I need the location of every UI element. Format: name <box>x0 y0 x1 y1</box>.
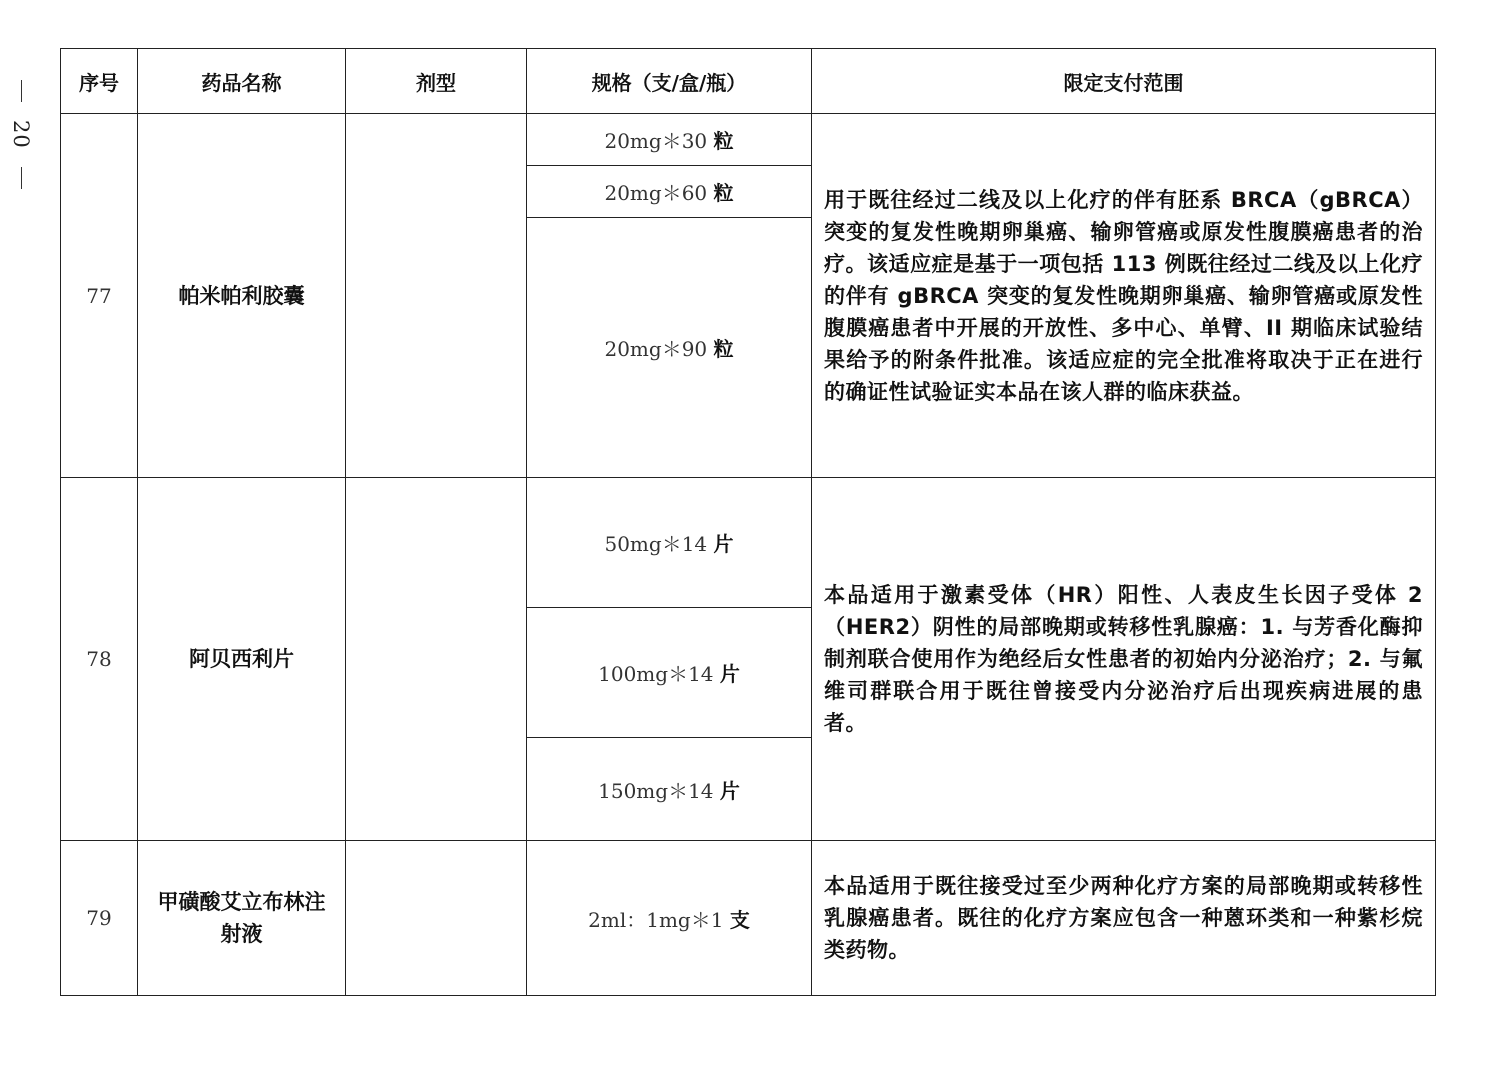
drug-table <box>60 48 1436 996</box>
spec-cell <box>527 166 812 218</box>
payment-scope: 本品适用于既往接受过至少两种化疗方案的局部晚期或转移性乳腺癌患者。既往的化疗方案应包含一种蒽环类和一种紫杉烷类药物。 <box>812 841 1436 996</box>
spec-unit: 片 <box>719 662 740 686</box>
page-number-dash-bottom <box>21 167 22 189</box>
payment-scope: 本品适用于激素受体（HR）阳性、人表皮生长因子受体 2（HER2）阴性的局部晚期或转移性乳腺癌：1. 与芳香化酶抑制剂联合使用作为绝经后女性患者的初始内分泌治疗；2. 与氟维司群联合用于既往曾接受内分泌治疗后出现疾病进展的患者。 <box>812 478 1436 841</box>
spec-unit: 片 <box>719 778 740 803</box>
header-spec: 规格（支/盒/瓶） <box>527 49 812 114</box>
dosage-form <box>346 478 527 841</box>
spec-amount: 150mg＊14 <box>598 778 714 803</box>
table-row <box>61 478 1436 608</box>
dosage-form <box>346 841 527 996</box>
spec-amount: 20mg＊30 <box>604 129 708 153</box>
row-seq: 79 <box>61 841 138 996</box>
drug-name: 阿贝西利片 <box>138 478 346 841</box>
row-seq: 77 <box>61 114 138 478</box>
table-row <box>61 841 1436 996</box>
row-seq: 78 <box>61 478 138 841</box>
spec-amount: 20mg＊90 <box>604 337 708 361</box>
page-number <box>6 80 36 220</box>
spec-amount: 50mg＊14 <box>604 532 708 556</box>
drug-name: 甲磺酸艾立布林注射液 <box>138 841 346 996</box>
spec-amount: 2ml：1mg＊1 <box>588 907 724 932</box>
spec-unit: 支 <box>729 907 750 932</box>
spec-amount: 20mg＊60 <box>604 181 708 205</box>
spec-cell <box>527 738 812 841</box>
table-row <box>61 114 1436 166</box>
header-name: 药品名称 <box>138 49 346 114</box>
dosage-form <box>346 114 527 478</box>
header-form: 剂型 <box>346 49 527 114</box>
spec-unit: 片 <box>713 532 734 556</box>
spec-cell <box>527 478 812 608</box>
spec-unit: 粒 <box>713 337 734 361</box>
spec-cell <box>527 841 812 996</box>
spec-unit: 粒 <box>713 129 734 153</box>
payment-scope: 用于既往经过二线及以上化疗的伴有胚系 BRCA（gBRCA）突变的复发性晚期卵巢癌、输卵管癌或原发性腹膜癌患者的治疗。该适应症是基于一项包括 113 例既往经过二线及以上化疗的伴有 gBRCA 突变的复发性晚期卵巢癌、输卵管癌或原发性腹膜癌患者中开展的开放性、多中心、单臂、II 期临床试验结果给予的附条件批准。该适应症的完全批准将取决于正在进行的确证性试验证实本品在该人群的临床获益。 <box>812 114 1436 478</box>
spec-cell <box>527 218 812 478</box>
spec-cell <box>527 608 812 738</box>
page-number-text: 20 <box>9 120 33 149</box>
header-row <box>61 49 1436 114</box>
drug-name: 帕米帕利胶囊 <box>138 114 346 478</box>
spec-unit: 粒 <box>713 181 734 205</box>
header-scope: 限定支付范围 <box>812 49 1436 114</box>
spec-cell <box>527 114 812 166</box>
header-seq: 序号 <box>61 49 138 114</box>
spec-amount: 100mg＊14 <box>598 662 714 686</box>
page-number-dash-top <box>21 80 22 102</box>
